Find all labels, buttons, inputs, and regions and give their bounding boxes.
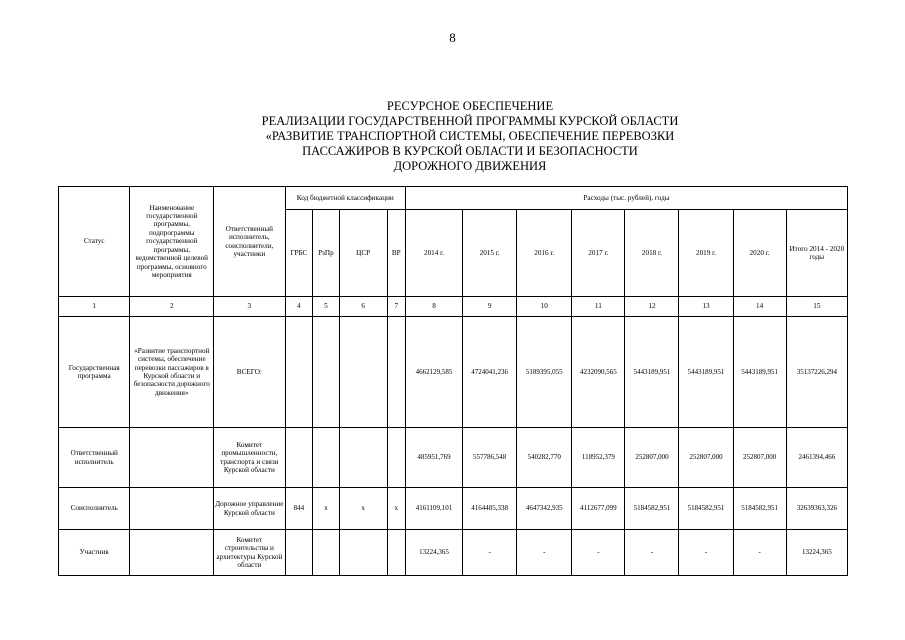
row-name — [130, 530, 214, 576]
row-value-2015: - — [463, 530, 517, 576]
table-row — [59, 317, 848, 428]
row-grbs: 844 — [285, 488, 313, 530]
column-number: 9 — [463, 297, 517, 317]
row-csr: х — [339, 488, 387, 530]
column-number: 13 — [679, 297, 733, 317]
row-executor: ВСЕГО: — [214, 317, 285, 428]
header-year-2015: 2015 г. — [463, 210, 517, 297]
row-executor: Комитет строительства и архитектуры Курской области — [214, 530, 285, 576]
row-value-2018: 252807,000 — [625, 428, 679, 488]
page-number: 8 — [449, 30, 456, 45]
row-value-2019: 5184582,951 — [679, 488, 733, 530]
column-number: 7 — [387, 297, 405, 317]
row-status: Участник — [59, 530, 130, 576]
row-csr — [339, 317, 387, 428]
row-value-2017: 4112677,099 — [572, 488, 625, 530]
row-vr — [387, 428, 405, 488]
header-budget-code-group: Код бюджетной классификации — [285, 187, 405, 210]
row-value-2017: - — [572, 530, 625, 576]
header-year-2019: 2019 г. — [679, 210, 733, 297]
row-grbs — [285, 428, 313, 488]
row-value-2019: 252807,000 — [679, 428, 733, 488]
row-value-2016: - — [517, 530, 572, 576]
column-number: 4 — [285, 297, 313, 317]
row-csr — [339, 428, 387, 488]
row-status: Соисполнитель — [59, 488, 130, 530]
header-year-2018: 2018 г. — [625, 210, 679, 297]
header-status: Статус — [59, 187, 130, 297]
row-rzpr — [313, 317, 340, 428]
row-value-total: 2461394,466 — [786, 428, 847, 488]
header-csr: ЦСР — [339, 210, 387, 297]
table-row — [59, 530, 848, 576]
header-year-2017: 2017 г. — [572, 210, 625, 297]
column-number: 15 — [786, 297, 847, 317]
row-value-2020: 5443189,951 — [733, 317, 786, 428]
row-rzpr — [313, 530, 340, 576]
row-value-2019: - — [679, 530, 733, 576]
row-vr: х — [387, 488, 405, 530]
title-line: ПАССАЖИРОВ В КУРСКОЙ ОБЛАСТИ И БЕЗОПАСНОСТИ — [302, 144, 638, 158]
title-line: ДОРОЖНОГО ДВИЖЕНИЯ — [393, 159, 547, 173]
row-status: Ответственный исполнитель — [59, 428, 130, 488]
row-value-2016: 5189395,055 — [517, 317, 572, 428]
row-value-2019: 5443189,951 — [679, 317, 733, 428]
row-value-2014: 4662129,585 — [405, 317, 462, 428]
row-value-2014: 4161109,101 — [405, 488, 462, 530]
header-vr: ВР — [387, 210, 405, 297]
header-year-2014: 2014 г. — [405, 210, 462, 297]
row-rzpr — [313, 428, 340, 488]
row-value-2018: - — [625, 530, 679, 576]
column-number: 6 — [339, 297, 387, 317]
title-line: РЕАЛИЗАЦИИ ГОСУДАРСТВЕННОЙ ПРОГРАММЫ КУРСКОЙ ОБЛАСТИ — [261, 114, 679, 128]
row-value-2015: 4724041,236 — [463, 317, 517, 428]
row-value-2018: 5443189,951 — [625, 317, 679, 428]
column-number: 3 — [214, 297, 285, 317]
row-value-2016: 540282,770 — [517, 428, 572, 488]
row-csr — [339, 530, 387, 576]
column-number: 12 — [625, 297, 679, 317]
row-rzpr: х — [313, 488, 340, 530]
row-value-2015: 4164485,338 — [463, 488, 517, 530]
row-value-total: 32639363,326 — [786, 488, 847, 530]
row-value-total: 13224,365 — [786, 530, 847, 576]
row-value-2017: 4232090,565 — [572, 317, 625, 428]
title-line: РЕСУРСНОЕ ОБЕСПЕЧЕНИЕ — [386, 99, 554, 113]
column-number: 1 — [59, 297, 130, 317]
header-name: Наименование государственной программы, подпрограммы государственной программы, ведомственной целевой программы, основного мероприятия — [130, 187, 214, 297]
row-value-2020: 5184582,951 — [733, 488, 786, 530]
column-number: 8 — [405, 297, 462, 317]
title-line: «РАЗВИТИЕ ТРАНСПОРТНОЙ СИСТЕМЫ, ОБЕСПЕЧЕНИЕ ПЕРЕВОЗКИ — [265, 129, 675, 143]
header-year-2016: 2016 г. — [517, 210, 572, 297]
table-row — [59, 428, 848, 488]
header-grbs: ГРБС — [285, 210, 313, 297]
row-value-2018: 5184582,951 — [625, 488, 679, 530]
row-value-2020: 252807,000 — [733, 428, 786, 488]
row-value-2014: 13224,365 — [405, 530, 462, 576]
header-year-2020: 2020 г. — [733, 210, 786, 297]
row-executor: Дорожное управление Курской области — [214, 488, 285, 530]
row-name — [130, 428, 214, 488]
header-total: Итого 2014 - 2020 годы — [786, 210, 847, 297]
column-number: 11 — [572, 297, 625, 317]
row-vr — [387, 317, 405, 428]
row-value-2015: 557786,548 — [463, 428, 517, 488]
column-number-row — [59, 297, 848, 317]
row-value-2014: 485951,769 — [405, 428, 462, 488]
column-number: 5 — [313, 297, 340, 317]
row-value-2016: 4647342,935 — [517, 488, 572, 530]
row-value-2017: 118952,379 — [572, 428, 625, 488]
row-grbs — [285, 317, 313, 428]
row-name: «Развитие транспортной системы, обеспечение перевозки пассажиров в Курской области и безопасности дорожного движения» — [130, 317, 214, 428]
row-executor: Комитет промышленности, транспорта и связи Курской области — [214, 428, 285, 488]
row-vr — [387, 530, 405, 576]
row-status: Государственная программа — [59, 317, 130, 428]
column-number: 2 — [130, 297, 214, 317]
document-title — [180, 99, 760, 174]
table-row — [59, 488, 848, 530]
row-value-2020: - — [733, 530, 786, 576]
row-grbs — [285, 530, 313, 576]
column-number: 14 — [733, 297, 786, 317]
column-number: 10 — [517, 297, 572, 317]
resource-table — [58, 186, 848, 576]
header-rzpr: РзПр — [313, 210, 340, 297]
header-expenses-group: Расходы (тыс. рублей), годы — [405, 187, 847, 210]
row-name — [130, 488, 214, 530]
header-executor: Ответственный исполнитель, соисполнители, участники — [214, 187, 285, 297]
row-value-total: 35137226,294 — [786, 317, 847, 428]
